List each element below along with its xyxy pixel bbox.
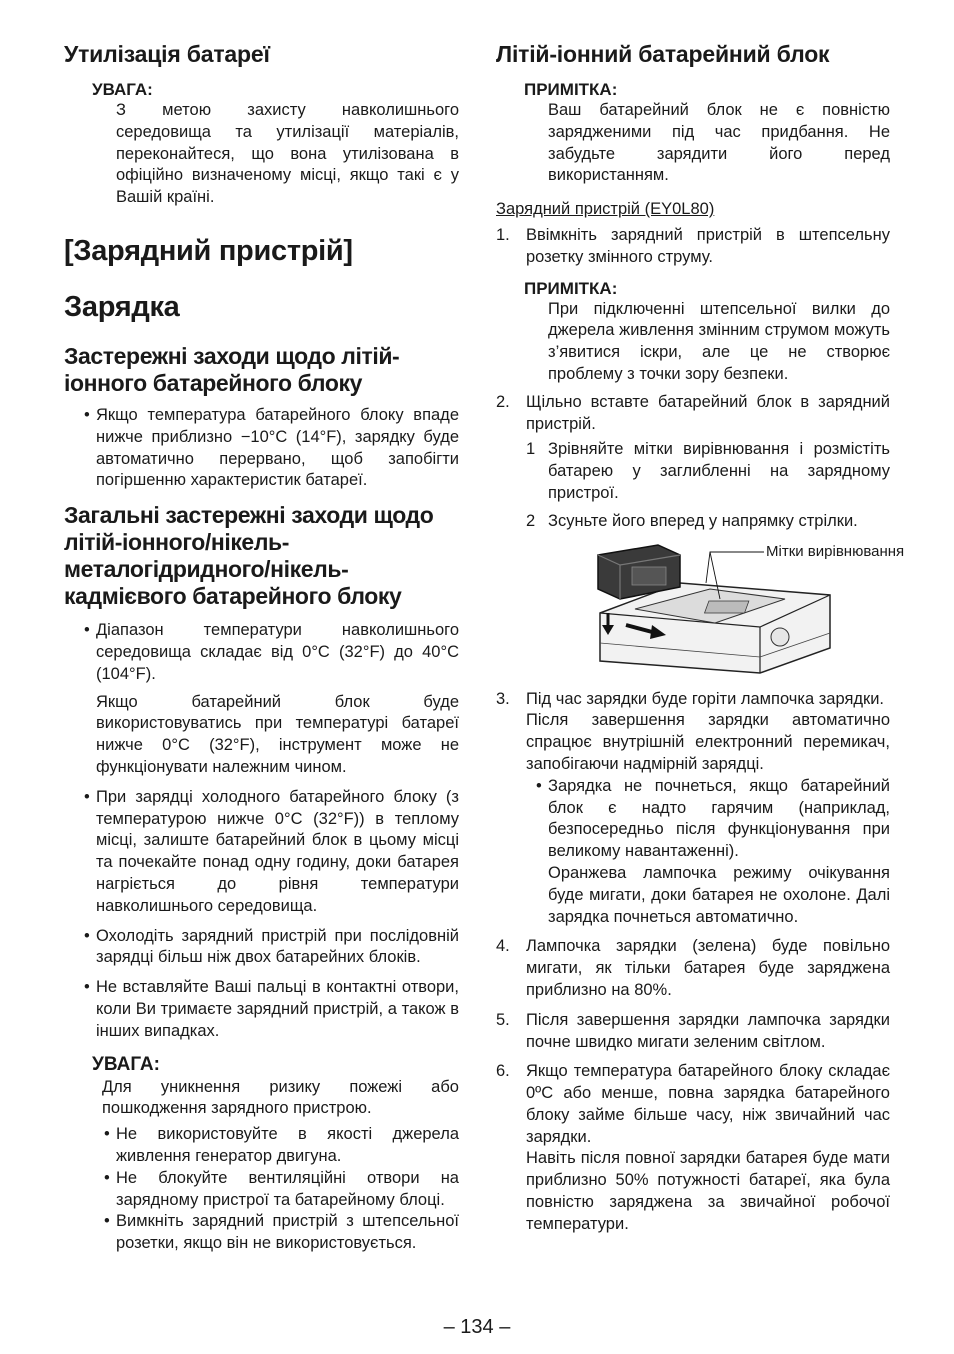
charging-steps	[496, 225, 890, 269]
step-item: 1. Ввімкніть зарядний пристрій в штепсельну розетку змінного струму.	[496, 225, 890, 266]
note-text: Ваш батарейний блок не є повністю зарядженими під час придбання. Не забудьте зарядити його перед використанням.	[548, 101, 890, 185]
list-item: • Діапазон температури навколишнього середовища складає від 0°C (32°F) до 40°C (104°F). Якщо батарейний блок буде використовуватись при температурі батареї нижче 0°C (32°F), інструмент може не функціонувати належним чином.	[96, 620, 459, 779]
sub-steps	[526, 439, 890, 532]
liion-pack-heading: Літій-іонний батарейний блок	[496, 41, 830, 67]
note-label: ПРИМІТКА:	[524, 278, 618, 298]
caution-list	[64, 1124, 459, 1255]
step-item: 3. Під час зарядки буде горіти лампочка зарядки. Після завершення зарядки автоматично спрацює внутрішній електронний перемикач, запобігаючи надмірній зарядці. • Зарядка не почнеться, якщо батарейний блок є надто гарячим (наприклад, безпосередньо після функціонування при великому навантаженні). Оранжева лампочка режиму очікування буде мигати, доки батарея не охолоне. Далі зарядка почнеться автоматично.	[496, 689, 890, 929]
right-column	[496, 40, 905, 1236]
sub-step-item: 1 Зрівняйте мітки вирівнювання і розмістіть батарею у заглибленні на зарядному пристрої.	[526, 440, 890, 502]
step-item: 6. Якщо температура батарейного блоку складає 0ºC або менше, повна зарядка батарейного блоку займе більше часу, ніж звичайний час зарядки. Навіть після повної зарядки батарея буде мати приблизно 50% потужності батареї, яка була повністю заряджена за звичайної робочої температури.	[496, 1062, 890, 1233]
list-item: • Якщо температура батарейного блоку впаде нижче приблизно −10°C (14°F), зарядку буде автоматично перервано, щоб запобігти погіршенню характеристик батареї.	[96, 405, 459, 492]
alignment-marks-callout: Мітки вирівнювання	[766, 542, 905, 560]
note-text: При підключенні штепсельної вилки до джерела живлення змінним струмом можуть з’явитися іскри, але це не створює проблему з точки зору безпеки.	[548, 299, 890, 383]
disposal-caution-text: З метою захисту навколишнього середовища та утилізації матеріалів, переконайтеся, що вона утилізована в офіційно визначеному місці, якщо такі є у Вашій країні.	[116, 101, 459, 207]
charger-model-label: Зарядний пристрій (EY0L80)	[496, 200, 715, 219]
sub-step-item: 2 Зсуньте його вперед у напрямку стрілки.	[526, 511, 858, 530]
list-item: • Вимкніть зарядний пристрій з штепсельної розетки, якщо він не використовується.	[116, 1211, 459, 1255]
liion-precautions-heading: Застережні заходи щодо літій-іонного батарейного блоку	[64, 342, 400, 396]
note-label: ПРИМІТКА:	[524, 80, 618, 99]
charger-battery-icon	[580, 543, 920, 683]
step-item: 2. Щільно вставте батарейний блок в зарядний пристрій. 1 Зрівняйте мітки вирівнювання і розмістіть батарею у заглибленні на зарядному пристрої. 2 Зсуньте його вперед у напрямку стрілки.	[496, 392, 890, 533]
caution-label: УВАГА:	[92, 1053, 160, 1075]
list-item: • Не використовуйте в якості джерела живлення генератор двигуна.	[116, 1124, 459, 1168]
list-item: • Не блокуйте вентиляційні отвори на зарядному пристрої та батарейному блоці.	[116, 1168, 459, 1212]
step3-notes	[526, 776, 890, 929]
disposal-heading: Утилізація батареї	[64, 41, 270, 67]
general-precautions-list	[64, 620, 459, 1042]
page-number: – 134 –	[443, 1316, 511, 1338]
list-item: • Не вставляйте Ваші пальці в контактні отвори, коли Ви тримаєте зарядний пристрій, а також в інших випадках.	[96, 977, 459, 1042]
list-item: • Охолодіть зарядний пристрій при послідовній зарядці більш ніж двох батарейних блоків.	[96, 926, 459, 970]
step-item: 5. Після завершення зарядки лампочка зарядки почне швидко мигати зеленим світлом.	[496, 1010, 890, 1051]
caution-label: УВАГА:	[92, 80, 153, 99]
charger-section-title: [Зарядний пристрій]	[64, 234, 353, 267]
list-item: • Зарядка не почнеться, якщо батарейний блок є надто гарячим (наприклад, безпосередньо після функціонування при великому навантаженні). Оранжева лампочка режиму очікування буде мигати, доки батарея не охолоне. Далі зарядка почнеться автоматично.	[548, 776, 890, 929]
charger-illustration	[580, 543, 920, 683]
liion-precautions-list	[64, 405, 459, 492]
charging-steps	[496, 689, 890, 1236]
step-item: 4. Лампочка зарядки (зелена) буде повільно мигати, як тільки батарея буде заряджена приблизно на 80%.	[496, 937, 890, 999]
charging-steps	[496, 392, 890, 533]
caution-text: Для уникнення ризику пожежі або пошкодження зарядного пристрою.	[102, 1077, 459, 1118]
list-item: • При зарядці холодного батарейного блоку (з температурою нижче 0°C (32°F)) в теплому місці, залиште батарейний блок в цьому місці та почекайте понад одну годину, доки батарея нагріється до рівня температури навколишнього середовища.	[96, 787, 459, 918]
charging-title: Зарядка	[64, 290, 180, 323]
left-column	[64, 40, 459, 1255]
general-precautions-heading: Загальні застережні заходи щодо літій-іонного/нікель-металогідридного/нікель-кадмієвого батарейного блоку	[64, 502, 434, 610]
